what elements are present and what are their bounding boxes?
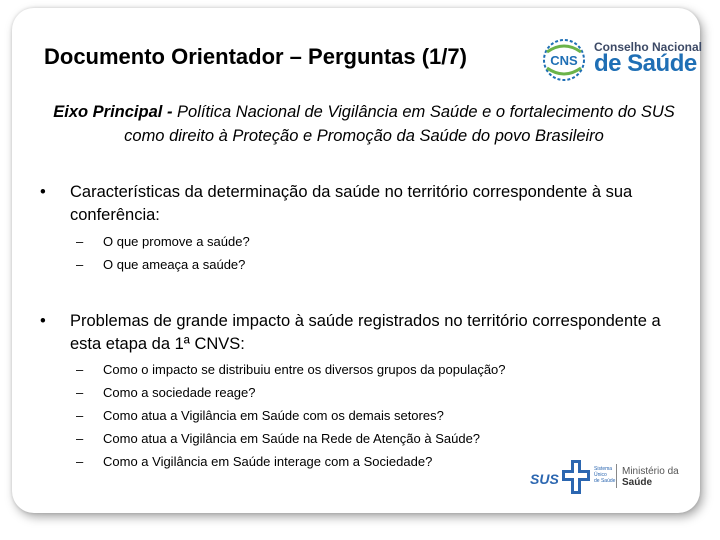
page-title: Documento Orientador – Perguntas (1/7) [44,44,467,69]
sub-text: O que ameaça a saúde? [103,257,246,272]
ministry-line-bold: Saúde [622,477,653,488]
sub-text: O que promove a saúde? [103,234,250,249]
ministry-line: Ministério da [622,466,679,477]
bullet-text: Problemas de grande impacto à saúde registrados no território correspondente a esta etapa da 1ª CNVS: [70,312,661,353]
subtitle-label: Eixo Principal - [53,103,173,121]
sub-marker: – [76,408,84,423]
cns-logo [541,36,703,86]
subtitle [44,100,684,148]
sub-text: Como o impacto se distribuiu entre os diversos grupos da população? [103,362,506,377]
sub-text: Como atua a Vigilância em Saúde com os demais setores? [103,408,444,423]
sub-text: Como a sociedade reage? [103,385,256,400]
subtitle-text: Política Nacional de Vigilância em Saúde e o fortalecimento do SUS como direito à Proteção e Promoção da Saúde do povo Brasileiro [124,103,675,145]
sub-text: Como atua a Vigilância em Saúde na Rede de Atenção à Saúde? [103,431,481,446]
sus-cross-icon [562,460,590,494]
cns-line1: Conselho Nacional [594,40,703,54]
sus-logo-text: SUS [530,471,559,487]
sub-marker: – [76,385,84,400]
bullet-marker: • [40,312,46,330]
ministry-logo [528,458,688,496]
cns-seal-text: CNS [550,53,578,68]
sub-marker: – [76,454,84,469]
cns-line2: de Saúde [594,50,697,77]
sus-small-line: Sistema [594,466,613,472]
sub-text: Como a Vigilância em Saúde interage com a Sociedade? [103,454,433,469]
sub-marker: – [76,234,84,249]
sub-marker: – [76,257,84,272]
sub-marker: – [76,431,84,446]
sus-small-line: Único [594,472,607,478]
sub-marker: – [76,362,84,377]
cns-seal-icon [541,38,587,82]
logo-divider [616,464,617,488]
bullet-marker: • [40,183,46,201]
ministry-text [622,466,679,488]
sus-small-line: de Saúde [594,478,616,484]
bullet-text: Características da determinação da saúde no território correspondente à sua conferência: [70,183,633,224]
sus-small-text [594,466,615,484]
